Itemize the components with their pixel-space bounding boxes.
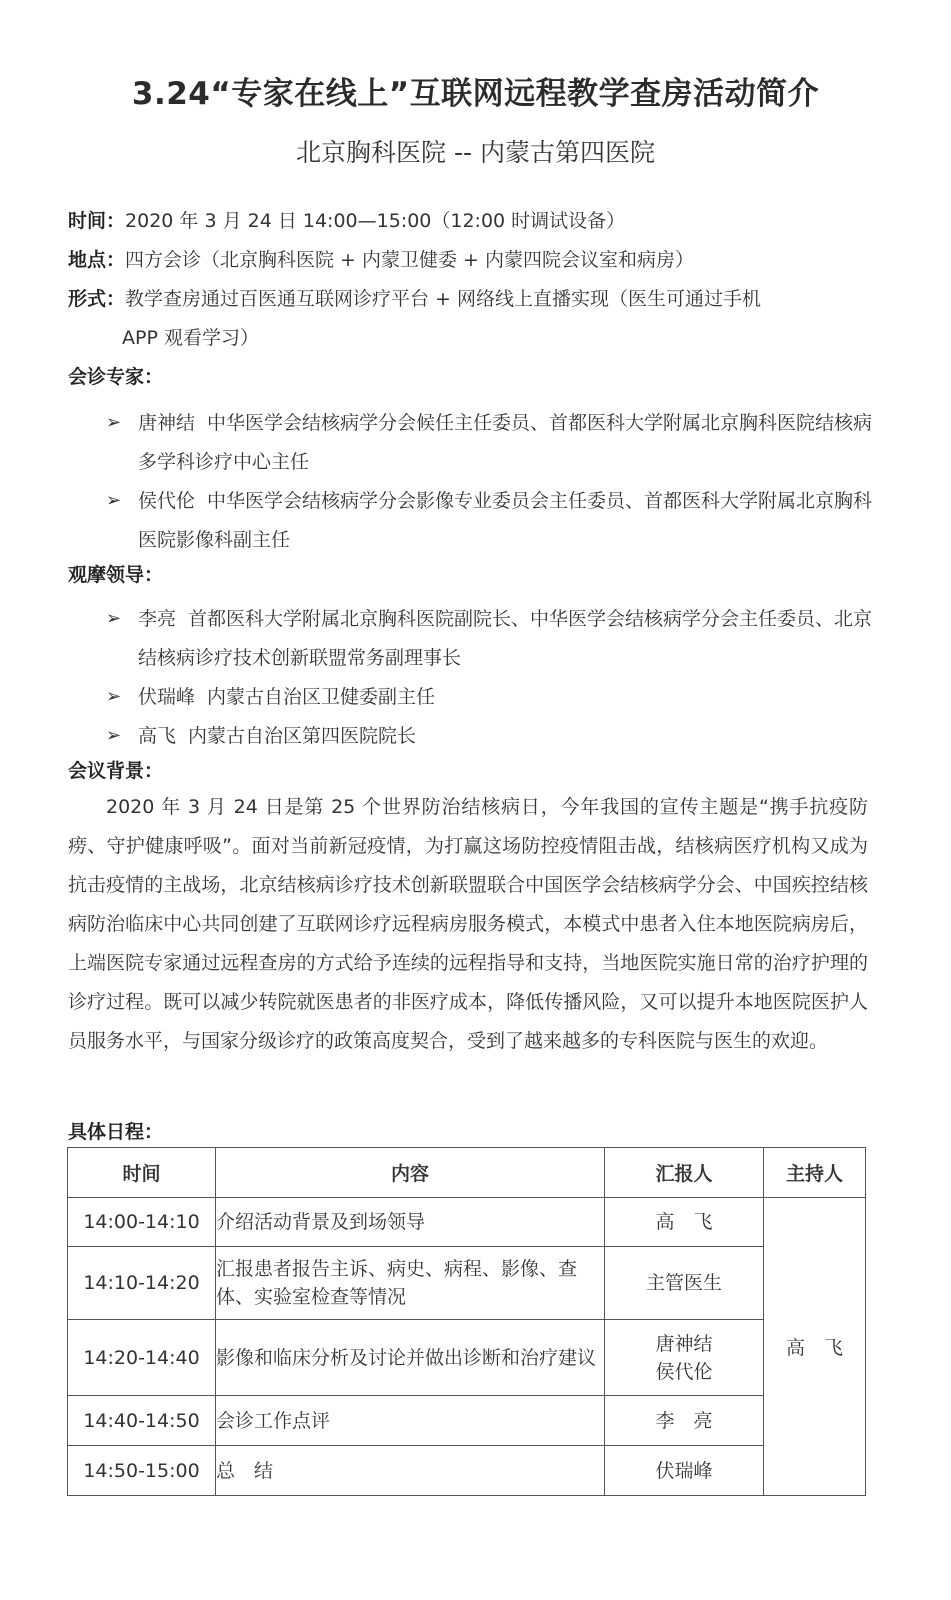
leader-item xyxy=(106,600,876,678)
experts-heading: 会诊专家： xyxy=(68,366,164,388)
row-reporter: 高 飞 xyxy=(605,1198,764,1247)
row-time: 14:40-14:50 xyxy=(68,1396,216,1446)
expert-name: 侯代伦 xyxy=(138,490,196,512)
leader-desc: 首都医科大学附属北京胸科医院副院长、中华医学会结核病学分会主任委员、北京结核病诊疗技术创新联盟常务副理事长 xyxy=(138,608,873,669)
arrow-bullet-icon: ➢ xyxy=(106,490,122,511)
row-reporter: 唐神结 侯代伦 xyxy=(605,1320,764,1396)
leaders-heading: 观摩领导： xyxy=(68,564,164,586)
arrow-bullet-icon: ➢ xyxy=(106,686,122,707)
info-form xyxy=(68,288,761,310)
table-row xyxy=(68,1247,866,1320)
page-subtitle: 北京胸科医院 -- 内蒙古第四医院 xyxy=(296,138,655,167)
row-reporter: 主管医生 xyxy=(605,1247,764,1320)
page-title: 3.24“专家在线上”互联网远程教学查房活动简介 xyxy=(131,76,820,112)
leader-desc: 内蒙古自治区卫健委副主任 xyxy=(207,686,436,708)
arrow-bullet-icon: ➢ xyxy=(106,412,122,433)
row-content: 汇报患者报告主诉、病史、病程、影像、查体、实验室检查等情况 xyxy=(216,1247,605,1320)
row-content: 总 结 xyxy=(216,1446,605,1496)
row-content: 影像和临床分析及讨论并做出诊断和治疗建议 xyxy=(216,1320,605,1396)
expert-name: 唐神结 xyxy=(138,412,196,434)
time-label: 时间： xyxy=(68,210,126,232)
arrow-bullet-icon: ➢ xyxy=(106,608,122,629)
background-heading: 会议背景： xyxy=(68,760,164,782)
time-value: 2020 年 3 月 24 日 14:00—15:00（12:00 时调试设备） xyxy=(125,210,626,232)
expert-desc: 中华医学会结核病学分会影像专业委员会主任委员、首都医科大学附属北京胸科医院影像科副主任 xyxy=(138,490,873,551)
place-label: 地点： xyxy=(68,249,126,271)
info-place xyxy=(68,249,694,271)
expert-item xyxy=(106,404,876,482)
table-row xyxy=(68,1198,866,1247)
row-content: 会诊工作点评 xyxy=(216,1396,605,1446)
leader-name: 伏瑞峰 xyxy=(138,686,196,708)
leader-name: 高飞 xyxy=(138,725,177,747)
leader-desc: 内蒙古自治区第四医院院长 xyxy=(188,725,417,747)
header-reporter: 汇报人 xyxy=(605,1148,764,1198)
leader-item xyxy=(106,678,876,717)
leader-text xyxy=(138,717,873,756)
leader-text xyxy=(138,678,873,717)
leader-name: 李亮 xyxy=(138,608,177,630)
form-value-line2: APP 观看学习） xyxy=(122,327,259,349)
row-time: 14:50-15:00 xyxy=(68,1446,216,1496)
schedule-heading: 具体日程： xyxy=(68,1121,164,1143)
row-reporter: 伏瑞峰 xyxy=(605,1446,764,1496)
schedule-table xyxy=(67,1147,866,1496)
expert-text xyxy=(138,482,873,560)
header-content: 内容 xyxy=(216,1148,605,1198)
row-time: 14:00-14:10 xyxy=(68,1198,216,1247)
row-time: 14:20-14:40 xyxy=(68,1320,216,1396)
table-row xyxy=(68,1396,866,1446)
leader-text xyxy=(138,600,873,678)
form-label: 形式： xyxy=(68,288,126,310)
leader-item xyxy=(106,717,876,756)
header-host: 主持人 xyxy=(764,1148,866,1198)
table-header-row xyxy=(68,1148,866,1198)
info-time xyxy=(68,210,625,232)
form-value-line1: 教学查房通过百医通互联网诊疗平台 + 网络线上直播实现（医生可通过手机 xyxy=(125,288,762,310)
row-time: 14:10-14:20 xyxy=(68,1247,216,1320)
expert-desc: 中华医学会结核病学分会候任主任委员、首都医科大学附属北京胸科医院结核病多学科诊疗中心主任 xyxy=(138,412,873,473)
row-content: 介绍活动背景及到场领导 xyxy=(216,1198,605,1247)
expert-text xyxy=(138,404,873,482)
row-host: 高 飞 xyxy=(764,1198,866,1496)
row-reporter: 李 亮 xyxy=(605,1396,764,1446)
background-paragraph: 2020 年 3 月 24 日是第 25 个世界防治结核病日，今年我国的宣传主题是“携手抗疫防痨、守护健康呼吸”。面对当前新冠疫情，为打赢这场防控疫情阻击战，结核病医疗机构又成为抗击疫情的主战场，北京结核病诊疗技术创新联盟联合中国医学会结核病学分会、中国疾控结核病防治临床中心共同创建了互联网诊疗远程病房服务模式，本模式中患者入住本地医院病房后，上端医院专家通过远程查房的方式给予连续的远程指导和支持，当地医院实施日常的治疗护理的诊疗过程。既可以减少转院就医患者的非医疗成本，降低传播风险，又可以提升本地医院医护人员服务水平，与国家分级诊疗的政策高度契合，受到了越来越多的专科医院与医生的欢迎。 xyxy=(68,796,868,1052)
expert-item xyxy=(106,482,876,560)
table-row xyxy=(68,1446,866,1496)
arrow-bullet-icon: ➢ xyxy=(106,725,122,746)
place-value: 四方会诊（北京胸科医院 + 内蒙卫健委 + 内蒙四院会议室和病房） xyxy=(125,249,695,271)
table-row xyxy=(68,1320,866,1396)
header-time: 时间 xyxy=(68,1148,216,1198)
